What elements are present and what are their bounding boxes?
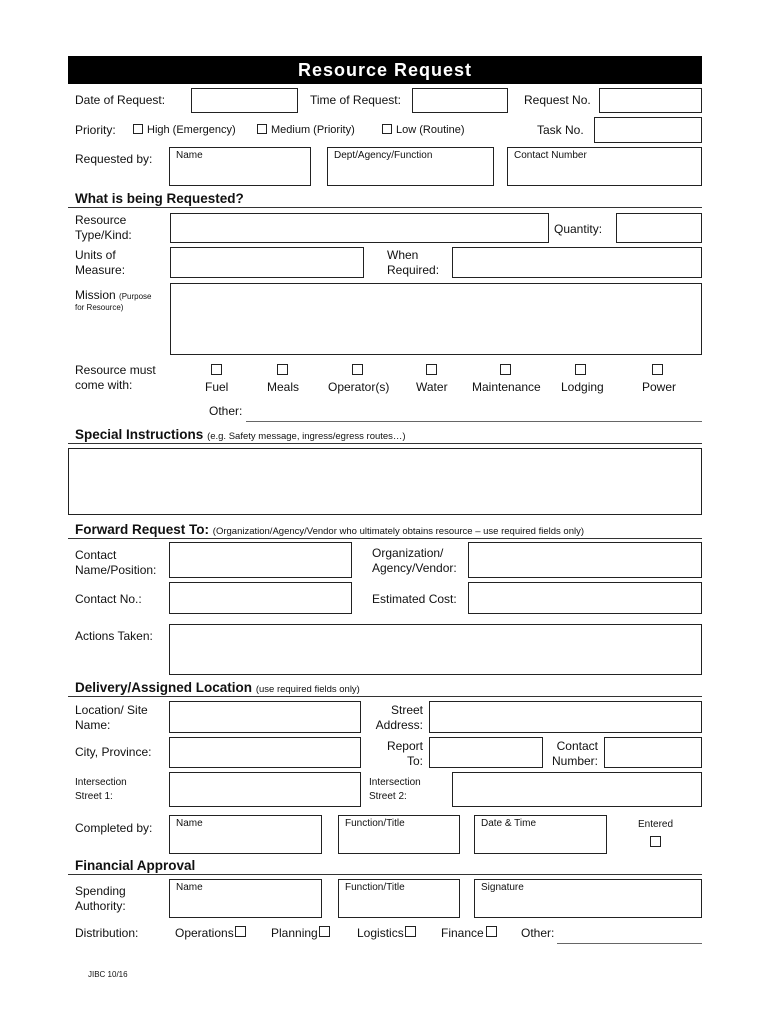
entered-label: Entered <box>638 819 674 830</box>
requested-by-label: Requested by: <box>75 152 153 166</box>
resource-type-label-1: Resource <box>75 213 127 227</box>
priority-low-label: Low (Routine) <box>396 124 465 136</box>
report-to-label-2: To: <box>406 754 423 768</box>
field-caption: Date & Time <box>481 818 537 829</box>
maintenance-checkbox[interactable] <box>500 364 511 375</box>
report-to-label-1: Report <box>386 739 423 753</box>
time-of-request-input[interactable] <box>412 88 508 113</box>
spending-authority-label-1: Spending <box>75 884 126 898</box>
section-rule <box>68 443 702 444</box>
priority-label: Priority: <box>75 123 116 137</box>
contact-name-input[interactable] <box>169 542 352 578</box>
mission-input[interactable] <box>170 283 702 355</box>
delivery-note: (use required fields only) <box>255 684 360 695</box>
when-required-label-1: When <box>387 248 419 262</box>
when-required-input[interactable] <box>452 247 702 278</box>
completed-by-function-input[interactable] <box>338 815 460 854</box>
other-input-line[interactable] <box>246 421 702 422</box>
priority-low-checkbox[interactable] <box>382 124 392 134</box>
contact-number-label-2: Number: <box>551 754 598 768</box>
power-label: Power <box>642 380 677 394</box>
maintenance-label: Maintenance <box>472 380 541 394</box>
section-rule <box>68 538 702 539</box>
time-of-request-label: Time of Request: <box>310 93 401 107</box>
requested-by-name-input[interactable] <box>169 147 311 186</box>
special-note: (e.g. Safety message, ingress/egress routes…) <box>207 431 406 442</box>
form-code: JIBC 10/16 <box>88 970 128 979</box>
power-checkbox[interactable] <box>652 364 663 375</box>
distribution-operations-label: Operations <box>175 926 234 940</box>
units-input[interactable] <box>170 247 364 278</box>
location-label-2: Name: <box>75 718 111 732</box>
completed-by-label: Completed by: <box>75 821 153 835</box>
priority-high-label: High (Emergency) <box>147 124 236 136</box>
distribution-other-label: Other: <box>521 926 555 940</box>
units-label-2: Measure: <box>75 263 126 277</box>
forward-heading-text: Forward Request To: <box>75 522 210 537</box>
completed-by-name-input[interactable] <box>169 815 322 854</box>
priority-high-checkbox[interactable] <box>133 124 143 134</box>
street-address-input[interactable] <box>429 701 702 733</box>
mission-note: (Purpose <box>119 292 152 301</box>
mission-label-text: Mission <box>75 288 116 302</box>
contact-name-label-2: Name/Position: <box>75 563 157 577</box>
distribution-planning-checkbox[interactable] <box>319 926 330 937</box>
mission-note-2: for Resource) <box>75 303 124 312</box>
operators-label: Operator(s) <box>328 380 390 394</box>
distribution-planning-label: Planning <box>271 926 318 940</box>
requested-by-dept-input[interactable] <box>327 147 494 186</box>
distribution-label: Distribution: <box>75 926 139 940</box>
intersection-2-input[interactable] <box>452 772 702 807</box>
section-rule <box>68 696 702 697</box>
priority-medium-label: Medium (Priority) <box>271 124 355 136</box>
signature-input[interactable] <box>474 879 702 918</box>
field-caption: Contact Number <box>514 150 587 161</box>
field-caption: Signature <box>481 882 524 893</box>
distribution-logistics-label: Logistics <box>357 926 404 940</box>
resource-type-input[interactable] <box>170 213 549 243</box>
spending-name-input[interactable] <box>169 879 322 918</box>
when-required-label-2: Required: <box>387 263 440 277</box>
distribution-finance-checkbox[interactable] <box>486 926 497 937</box>
fuel-checkbox[interactable] <box>211 364 222 375</box>
actions-taken-input[interactable] <box>169 624 702 675</box>
must-come-label-2: come with: <box>75 378 133 392</box>
task-no-input[interactable] <box>594 117 702 143</box>
estimated-cost-label: Estimated Cost: <box>372 592 457 606</box>
requested-by-contact-input[interactable] <box>507 147 702 186</box>
date-of-request-label: Date of Request: <box>75 93 166 107</box>
organization-input[interactable] <box>468 542 702 578</box>
estimated-cost-input[interactable] <box>468 582 702 614</box>
task-no-label: Task No. <box>537 123 584 137</box>
priority-medium-checkbox[interactable] <box>257 124 267 134</box>
request-no-input[interactable] <box>599 88 702 113</box>
distribution-operations-checkbox[interactable] <box>235 926 246 937</box>
units-label-1: Units of <box>75 248 116 262</box>
section-rule <box>68 874 702 875</box>
forward-note: (Organization/Agency/Vendor who ultimately obtains resource – use required fields only) <box>212 526 585 537</box>
street-label-1: Street <box>390 703 423 717</box>
contact-number-label-1: Contact <box>556 739 598 753</box>
what-requested-heading: What is being Requested? <box>75 191 244 206</box>
field-caption: Function/Title <box>345 818 405 829</box>
field-caption: Dept/Agency/Function <box>334 150 433 161</box>
organization-label-2: Agency/Vendor: <box>372 561 457 575</box>
distribution-other-input-line[interactable] <box>557 943 702 944</box>
lodging-label: Lodging <box>561 380 604 394</box>
quantity-input[interactable] <box>616 213 702 243</box>
intersection-1-label-2: Street 1: <box>75 791 113 802</box>
mission-label <box>75 288 152 303</box>
spending-authority-label-2: Authority: <box>75 899 126 913</box>
intersection-1-label-1: Intersection <box>75 777 127 788</box>
organization-label-1: Organization/ <box>372 546 444 560</box>
must-come-label-1: Resource must <box>75 363 156 377</box>
contact-no-label: Contact No.: <box>75 592 142 606</box>
intersection-2-label-1: Intersection <box>369 777 421 788</box>
field-caption: Name <box>176 818 203 829</box>
city-input[interactable] <box>169 737 361 768</box>
meals-checkbox[interactable] <box>277 364 288 375</box>
city-label: City, Province: <box>75 745 152 759</box>
contact-number-input[interactable] <box>604 737 702 768</box>
water-label: Water <box>416 380 448 394</box>
street-label-2: Address: <box>375 718 423 732</box>
spending-function-input[interactable] <box>338 879 460 918</box>
date-of-request-input[interactable] <box>191 88 298 113</box>
report-to-input[interactable] <box>429 737 543 768</box>
entered-checkbox[interactable] <box>650 836 661 847</box>
delivery-heading-text: Delivery/Assigned Location <box>75 680 253 695</box>
quantity-label: Quantity: <box>554 222 603 236</box>
location-label-1: Location/ Site <box>75 703 148 717</box>
form-title: Resource Request <box>68 56 702 84</box>
distribution-logistics-checkbox[interactable] <box>405 926 416 937</box>
resource-type-label-2: Type/Kind: <box>75 228 132 242</box>
request-no-label: Request No. <box>524 93 591 107</box>
completed-by-datetime-input[interactable] <box>474 815 607 854</box>
financial-approval-heading: Financial Approval <box>75 858 196 873</box>
fuel-label: Fuel <box>205 380 229 394</box>
other-label: Other: <box>209 404 243 418</box>
section-rule <box>68 207 702 208</box>
special-heading-text: Special Instructions <box>75 427 204 442</box>
water-checkbox[interactable] <box>426 364 437 375</box>
contact-name-label-1: Contact <box>75 548 117 562</box>
contact-no-input[interactable] <box>169 582 352 614</box>
special-instructions-input[interactable] <box>68 448 702 515</box>
intersection-1-input[interactable] <box>169 772 361 807</box>
intersection-2-label-2: Street 2: <box>369 791 407 802</box>
operators-checkbox[interactable] <box>352 364 363 375</box>
field-caption: Name <box>176 882 203 893</box>
location-input[interactable] <box>169 701 361 733</box>
lodging-checkbox[interactable] <box>575 364 586 375</box>
distribution-finance-label: Finance <box>441 926 484 940</box>
actions-taken-label: Actions Taken: <box>75 629 153 643</box>
field-caption: Function/Title <box>345 882 405 893</box>
field-caption: Name <box>176 150 203 161</box>
meals-label: Meals <box>267 380 300 394</box>
